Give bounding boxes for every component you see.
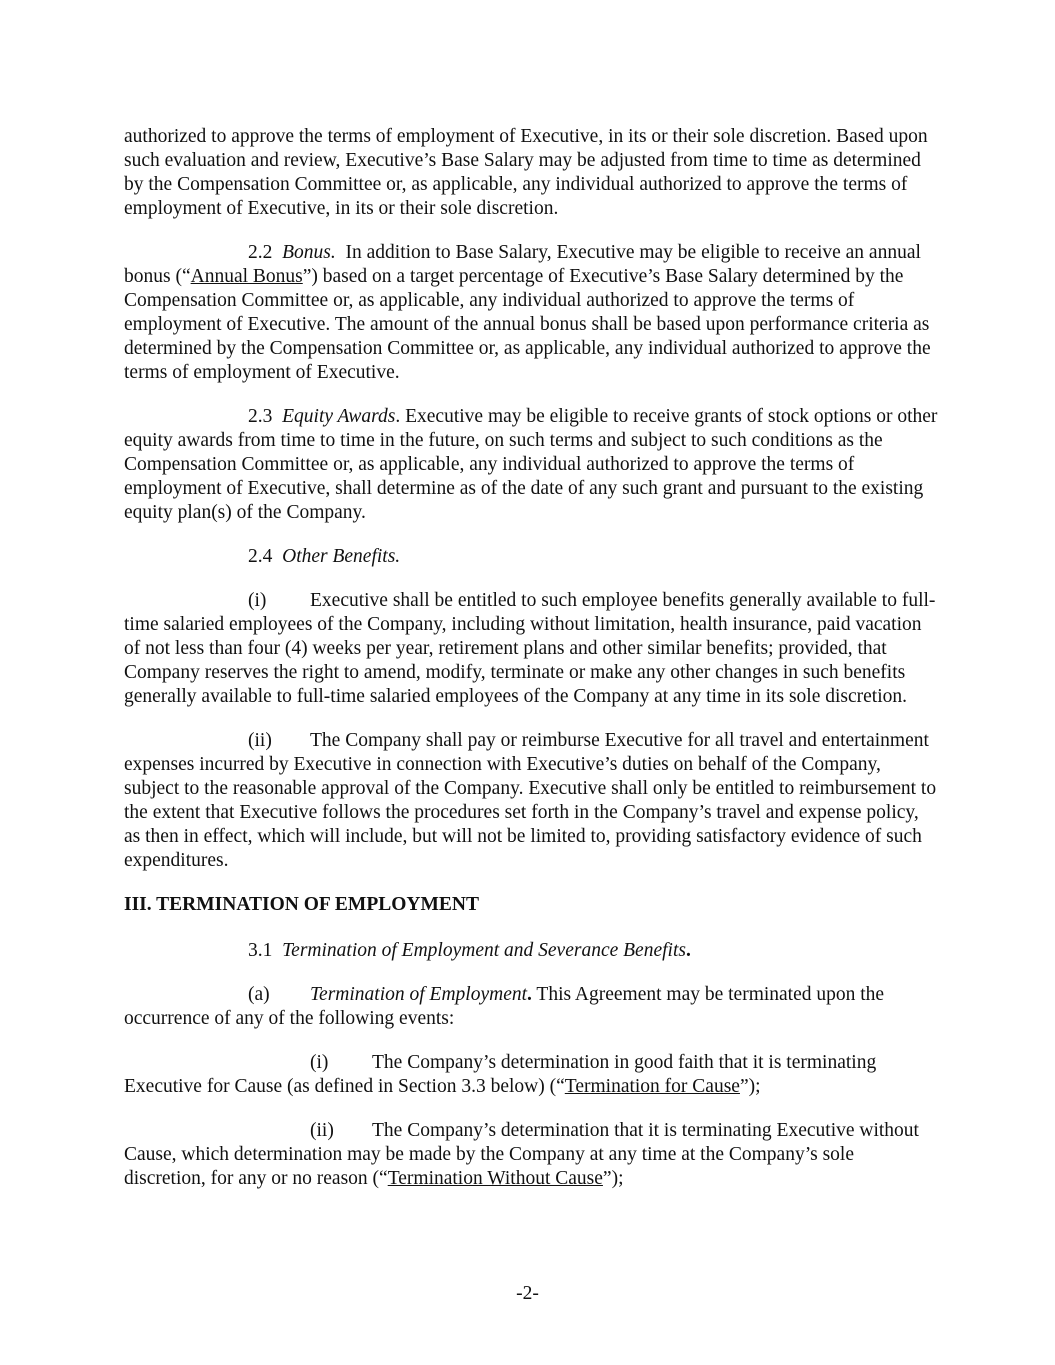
defined-term: Termination Without Cause	[387, 1168, 603, 1189]
clause-text: ”);	[602, 1168, 624, 1189]
section-number: 2.4	[248, 546, 273, 567]
section-text: In addition to Base Salary, Executive may be eligible to receive an annual bonus (“	[124, 242, 921, 287]
section-title: Equity Awards	[282, 406, 396, 427]
defined-term: Termination for Cause	[564, 1076, 740, 1097]
clause-number: (ii)	[248, 730, 272, 751]
page-number: -2-	[516, 1283, 539, 1304]
section-number: 2.3	[248, 406, 273, 427]
clause-text: The Company’s determination in good faith that it is terminating Executive for Cause (as defined in Section 3.3 below) (“	[124, 1052, 877, 1097]
clause-number: (a)	[248, 984, 270, 1005]
clause-3-1-a	[124, 983, 939, 1031]
paragraph-base-salary-continued: authorized to approve the terms of employment of Executive, in its or their sole discretion. Based upon such evaluation and review, Executive’s Base Salary may be adjusted from time to time as determined by the Compensation Committee or, as applicable, any individual authorized to approve the terms of employment of Executive, in its or their sole discretion.	[124, 126, 928, 219]
section-title: Bonus.	[282, 242, 336, 263]
section-3-heading: III. TERMINATION OF EMPLOYMENT	[124, 894, 479, 915]
section-3-1-title	[124, 939, 939, 963]
section-2-4-other-benefits	[124, 545, 939, 569]
section-title: Termination of Employment and Severance Benefits	[282, 940, 686, 961]
section-text: ”) based on a target percentage of Executive’s Base Salary determined by the Compensation Committee or, as applicable, any individual authorized to approve the terms of employment of Executive. The amount of the annual bonus shall be based upon performance criteria as determined by the Compensation Committee or, as applicable, any individual authorized to approve the terms of employment of Executive.	[124, 266, 931, 383]
section-number: 2.2	[248, 242, 273, 263]
section-2-2-bonus	[124, 241, 939, 385]
clause-text: The Company’s determination that it is terminating Executive without Cause, which determination may be made by the Company at any time at the Company’s sole discretion, for any or no reason (“	[124, 1120, 919, 1189]
defined-term: Annual Bonus	[190, 266, 303, 287]
clause-3-1-a-i	[124, 1051, 939, 1099]
clause-title: Termination of Employment	[310, 984, 528, 1005]
section-number: 3.1	[248, 940, 273, 961]
clause-number: (i)	[248, 590, 267, 611]
title-period: .	[685, 940, 691, 961]
clause-2-4-i	[124, 589, 939, 709]
clause-2-4-ii	[124, 729, 939, 873]
clause-number: (ii)	[310, 1120, 334, 1141]
clause-3-1-a-ii	[124, 1119, 939, 1191]
clause-text: The Company shall pay or reimburse Executive for all travel and entertainment expenses incurred by Executive in connection with Executive’s duties on behalf of the Company, subject to the reasonable approval of the Company. Executive shall only be entitled to reimbursement to the extent that Executive follows the procedures set forth in the Company’s travel and expense policy, as then in effect, which will include, but will not be limited to, providing satisfactory evidence of such expenditures.	[124, 730, 937, 871]
title-period: .	[527, 984, 532, 1005]
clause-text: This Agreement may be terminated upon the occurrence of any of the following events:	[124, 984, 885, 1029]
clause-number: (i)	[310, 1052, 329, 1073]
clause-text: ”);	[739, 1076, 761, 1097]
section-title: Other Benefits.	[282, 546, 401, 567]
section-2-3-equity-awards	[124, 405, 939, 525]
document-page	[124, 125, 939, 1211]
section-text: . Executive may be eligible to receive grants of stock options or other equity awards from time to time in the future, on such terms and subject to such conditions as the Compensation Committee or, as applicable, any individual authorized to approve the terms of employment of Executive, shall determine as of the date of any such grant and pursuant to the existing equity plan(s) of the Company.	[124, 406, 938, 523]
clause-text: Executive shall be entitled to such employee benefits generally available to full-time salaried employees of the Company, including without limitation, health insurance, paid vacation of not less than four (4) weeks per year, retirement plans and other similar benefits; provided, that Company reserves the right to amend, modify, terminate or make any other changes in such benefits generally available to full-time salaried employees of the Company at any time in its sole discretion.	[124, 590, 936, 707]
